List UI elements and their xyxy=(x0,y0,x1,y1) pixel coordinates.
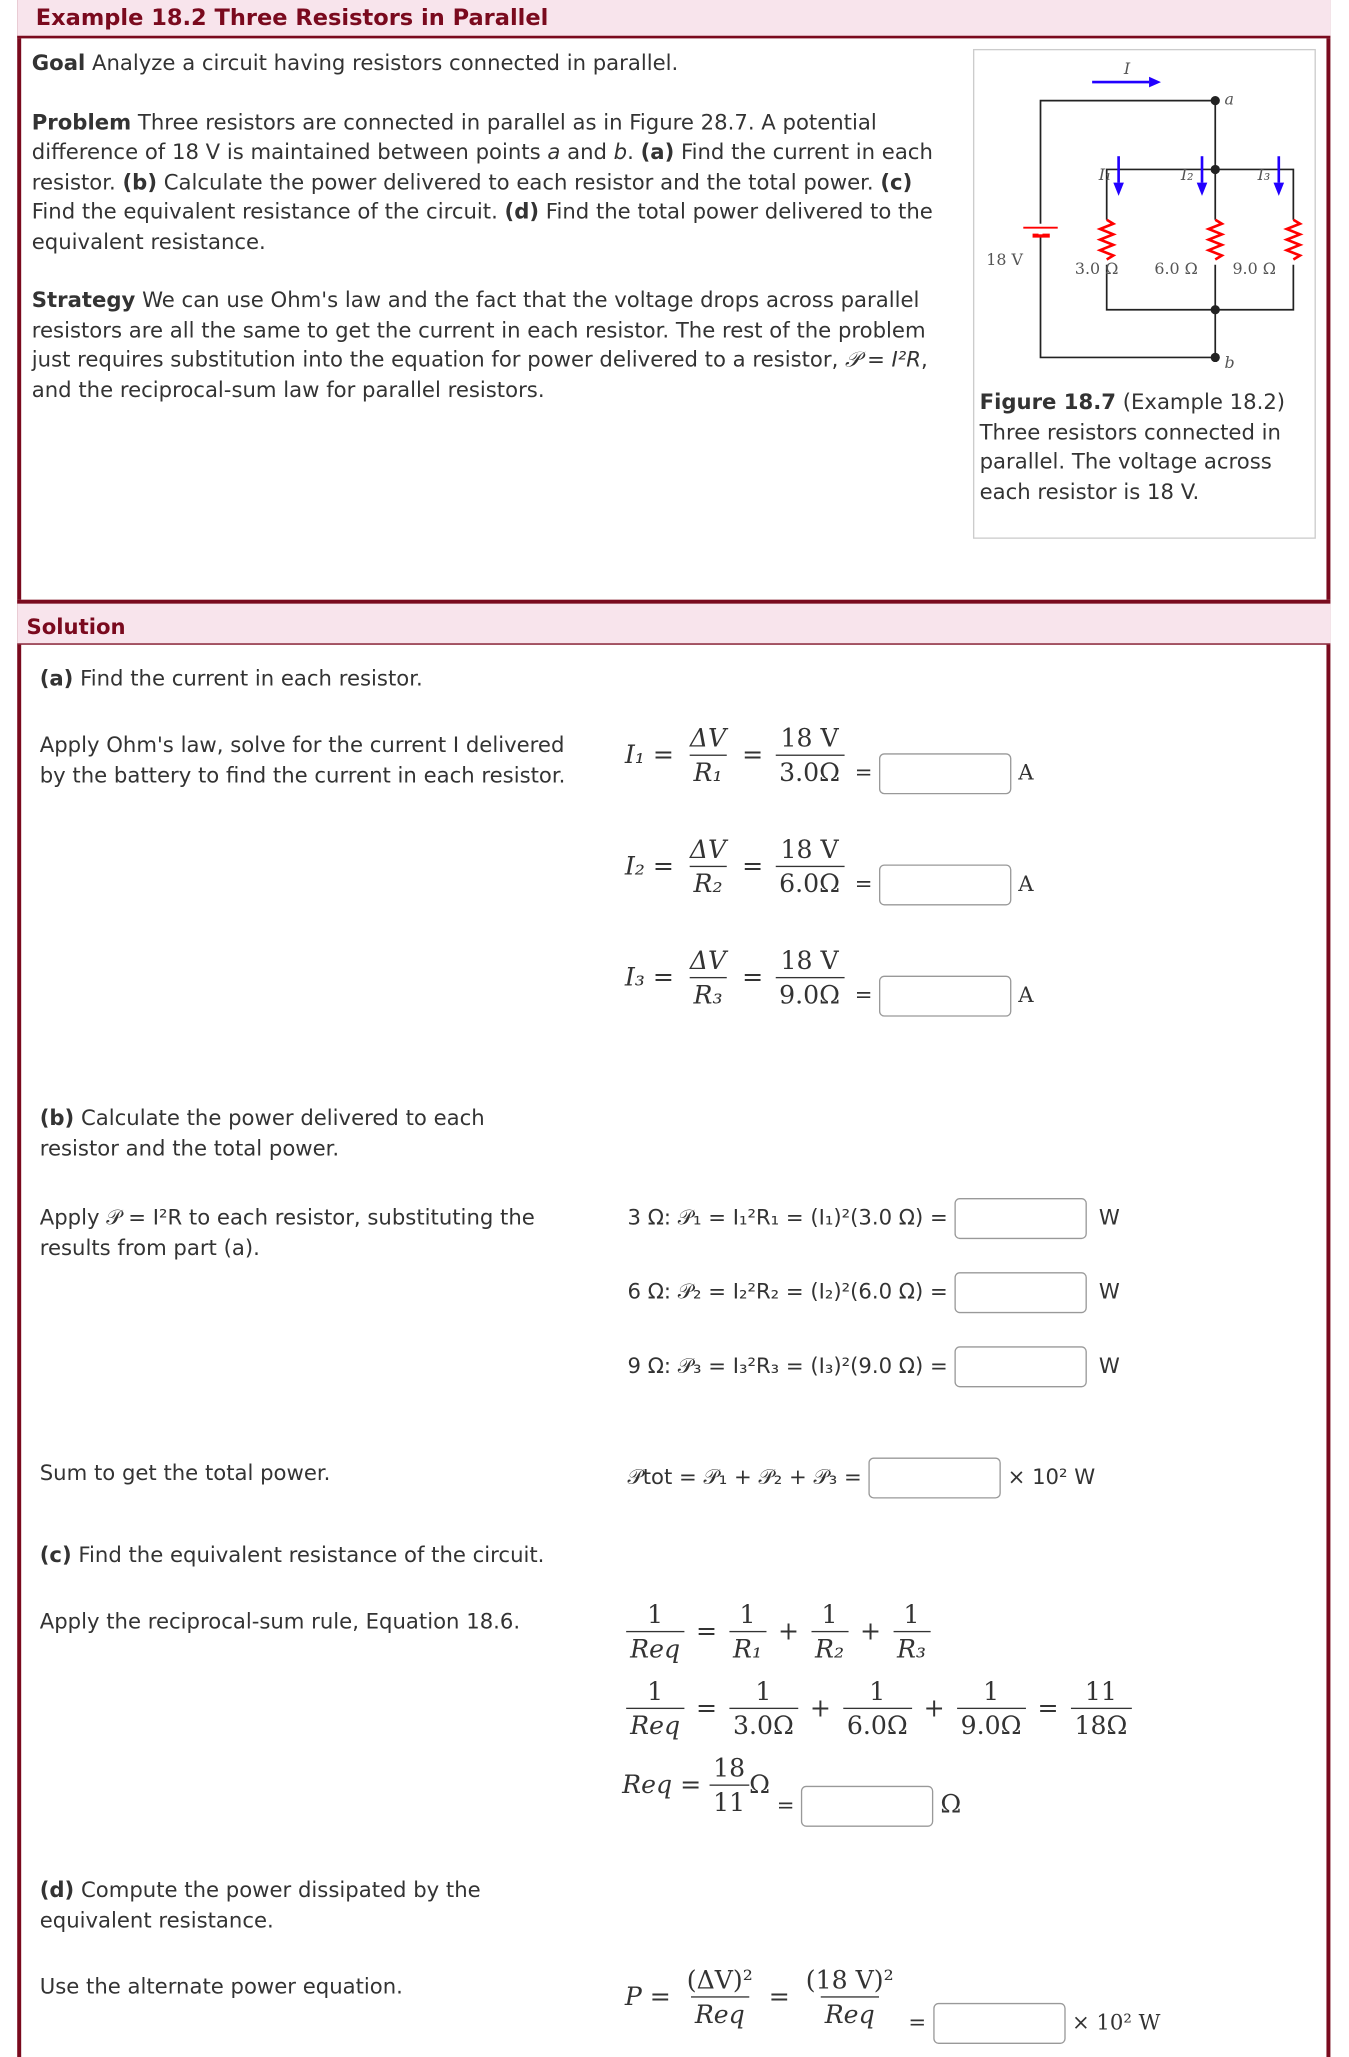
current-3-input[interactable] xyxy=(879,975,1011,1016)
solution-header xyxy=(17,600,1330,645)
frame-left-border xyxy=(17,0,21,2057)
label-R3: 9.0 Ω xyxy=(1232,259,1276,279)
caption-label: Figure 18.7 xyxy=(979,389,1117,415)
label-R2: 6.0 Ω xyxy=(1154,259,1198,279)
numerator: 18 V xyxy=(780,724,839,754)
unit: A xyxy=(1018,870,1034,896)
figure-18-7 xyxy=(973,49,1316,539)
goal-paragraph xyxy=(32,49,959,79)
part-b-heading xyxy=(40,1104,570,1164)
part-a-text: Find the current in each resistor. xyxy=(31,138,933,194)
part-a-text: Find the current in each resistor. xyxy=(73,665,423,692)
denominator: R₂ xyxy=(690,866,727,902)
req-input[interactable] xyxy=(801,1785,933,1826)
req-eq: Req = $\frac{18}{11}$ Ω $_{= \Omega}$ xyxy=(622,1753,961,1821)
denominator: 9.0Ω xyxy=(775,977,844,1013)
denominator: 3.0Ω xyxy=(775,755,844,791)
current-eq-1: I₁ = $\frac{\Delta V}{\text{R₁}}$ = $\frac{18 V}{3.0\Omega}$ $_{= A}$ xyxy=(625,723,1034,791)
numerator: 1 xyxy=(739,1600,756,1630)
equation: 𝒫tot = 𝒫₁ + 𝒫₂ + 𝒫₃ = xyxy=(627,1464,862,1490)
sum-instruction: Sum to get the total power. xyxy=(39,1460,331,1486)
reciprocal-eq-2: $\frac{1}{\text{Req}}$ = $\frac{1}{3.0\Omega}$ + $\frac{1}{6.0\Omega}$ + $\frac{1}{9.0\Omega}$ = $\frac{11}{18\Omega}$ xyxy=(622,1676,1135,1744)
part-d-label: (d) xyxy=(504,198,540,224)
total-power-eq xyxy=(627,1458,1095,1499)
power-2-input[interactable] xyxy=(954,1272,1086,1313)
numerator: 18 V xyxy=(780,946,839,976)
numerator: ΔV xyxy=(689,835,727,865)
unit: W xyxy=(1098,1352,1120,1379)
part-c-heading xyxy=(40,1541,545,1571)
numerator: 11 xyxy=(1084,1677,1117,1707)
part-b-text: Calculate the power delivered to each resistor and the total power. xyxy=(157,168,881,194)
part-c-label: (c) xyxy=(880,168,913,194)
problem-paragraph xyxy=(32,108,956,257)
label-b: b xyxy=(1224,353,1235,373)
part-c-text: Find the equivalent resistance of the circuit. xyxy=(71,1542,545,1568)
problem-text: Three resistors are connected in parallel as in Figure 28.7. A potential difference of 18 V is maintained between points xyxy=(31,109,877,165)
numerator: 1 xyxy=(647,1600,664,1630)
strategy-paragraph xyxy=(32,286,956,405)
lhs: Req xyxy=(622,1770,673,1800)
example-header xyxy=(17,0,1330,38)
goal-text: Analyze a circuit having resistors connected in parallel. xyxy=(85,50,679,76)
part-b-instruction: Apply 𝒫 = I²R to each resistor, substituting the results from part (a). xyxy=(39,1204,535,1260)
reciprocal-eq-1: $\frac{1}{\text{Req}}$ = $\frac{1}{\text{R₁}}$ + $\frac{1}{\text{R₂}}$ + $\frac{1}{\text{R₃}}$ xyxy=(622,1599,934,1667)
numerator: 18 xyxy=(713,1754,746,1784)
power-eq-d: P = $\frac{\text{(ΔV)²}}{\text{Req}}$ = $\frac{\text{(18 V)²}}{\text{Req}}$ $_{= \times 10^2 W}$ xyxy=(625,1965,1161,2033)
power-eq-1 xyxy=(627,1198,1119,1239)
part-d-text: Compute the power dissipated by the equivalent resistance. xyxy=(39,1877,481,1933)
numerator: 1 xyxy=(755,1677,772,1707)
current-2-input[interactable] xyxy=(879,864,1011,905)
point-b: b xyxy=(613,138,628,165)
power-d-input[interactable] xyxy=(933,2002,1065,2043)
current-eq-3: I₃ = $\frac{\Delta V}{\text{R₃}}$ = $\frac{18 V}{9.0\Omega}$ $_{= A}$ xyxy=(625,945,1034,1013)
part-d-label: (d) xyxy=(39,1877,75,1903)
equation: 6 Ω: 𝒫₂ = I₂²R₂ = (I₂)²(6.0 Ω) = xyxy=(627,1278,948,1304)
part-a-label: (a) xyxy=(39,665,74,692)
caption-text: (Example 18.2) Three resistors connected in parallel. The voltage across each resistor is 18 V. xyxy=(979,389,1286,504)
unit: W xyxy=(1098,1204,1120,1230)
denominator: 9.0Ω xyxy=(957,1708,1026,1744)
denominator: R₁ xyxy=(690,755,727,791)
label-R1: 3.0 Ω xyxy=(1074,259,1119,279)
part-a-heading xyxy=(40,665,423,695)
part-d-text: Find the total power delivered to the equivalent resistance. xyxy=(31,198,933,254)
unit: × 10² W xyxy=(1007,1464,1096,1490)
part-a-label: (a) xyxy=(640,138,675,165)
ohm-unit: Ω xyxy=(749,1770,771,1800)
denominator: R₃ xyxy=(893,1631,930,1667)
label-voltage: 18 V xyxy=(986,249,1023,269)
denominator: 11 xyxy=(709,1784,749,1820)
strategy-end: , and the reciprocal-sum law for parallel resistors. xyxy=(31,346,928,402)
power-eq-2 xyxy=(627,1272,1119,1313)
current-eq-2: I₂ = $\frac{\Delta V}{\text{R₂}}$ = $\frac{18 V}{6.0\Omega}$ $_{= A}$ xyxy=(625,834,1034,902)
denominator: Req xyxy=(691,1996,749,2032)
unit: A xyxy=(1018,759,1034,785)
outer-loop-wire xyxy=(1041,101,1216,358)
numerator: (ΔV)² xyxy=(686,1965,753,1995)
current-1-input[interactable] xyxy=(879,753,1011,794)
part-b-text: Calculate the power delivered to each resistor and the total power. xyxy=(39,1105,485,1161)
problem-section xyxy=(32,49,959,405)
point-a: a xyxy=(547,138,561,165)
power-eq-3 xyxy=(627,1346,1119,1387)
denominator: Req xyxy=(626,1708,684,1744)
numerator: ΔV xyxy=(689,724,727,754)
circuit-diagram xyxy=(974,50,1314,381)
part-a-instruction: Apply Ohm's law, solve for the current I delivered by the battery to find the current in each resistor. xyxy=(39,732,566,787)
strategy-label: Strategy xyxy=(31,287,136,313)
part-d-heading xyxy=(40,1876,570,1936)
power-1-input[interactable] xyxy=(954,1198,1086,1239)
part-c-label: (c) xyxy=(39,1542,72,1568)
equation: 3 Ω: 𝒫₁ = I₁²R₁ = (I₁)²(3.0 Ω) = xyxy=(627,1204,948,1230)
unit: W xyxy=(1098,1278,1120,1304)
example-title: Example 18.2 Three Resistors in Parallel xyxy=(35,5,549,32)
label-I: I xyxy=(1123,59,1131,79)
numerator: ΔV xyxy=(689,946,727,976)
numerator: 1 xyxy=(903,1600,920,1630)
denominator: R₁ xyxy=(729,1631,766,1667)
frame-right-border xyxy=(1326,0,1330,2057)
denominator: 18Ω xyxy=(1071,1708,1132,1744)
denominator: 6.0Ω xyxy=(775,866,844,902)
unit: A xyxy=(1018,981,1034,1007)
denominator: 6.0Ω xyxy=(843,1708,912,1744)
numerator: 18 V xyxy=(780,835,839,865)
label-I3: I₃ xyxy=(1257,165,1271,185)
label-a: a xyxy=(1224,89,1234,109)
dot: . xyxy=(627,138,641,165)
numerator: 1 xyxy=(821,1600,838,1630)
part-b-label: (b) xyxy=(122,168,158,194)
problem-label: Problem xyxy=(31,109,132,135)
lhs: I₁ xyxy=(624,740,645,770)
lhs: P xyxy=(624,1982,642,2012)
total-power-input[interactable] xyxy=(868,1458,1000,1499)
lhs: I₃ xyxy=(624,963,645,993)
part-b-label: (b) xyxy=(39,1105,75,1131)
label-I1: I₁ xyxy=(1098,165,1112,185)
numerator: (18 V)² xyxy=(805,1965,894,1995)
equation: 9 Ω: 𝒫₃ = I₃²R₃ = (I₃)²(9.0 Ω) = xyxy=(627,1352,948,1379)
strategy-text: We can use Ohm's law and the fact that the voltage drops across parallel resistors are all the same to get the current in each resistor. The rest of the problem just requires substitution into the equation for power delivered to a resistor, xyxy=(31,287,926,372)
power-3-input[interactable] xyxy=(954,1346,1086,1387)
unit: Ω xyxy=(940,1789,962,1819)
figure-caption xyxy=(980,388,1311,507)
part-d-instruction: Use the alternate power equation. xyxy=(39,1973,403,1999)
numerator: 1 xyxy=(983,1677,1000,1707)
unit: × 10² W xyxy=(1071,2008,1161,2035)
power-formula: 𝒫 = I²R xyxy=(845,346,922,372)
and-text: and xyxy=(560,138,614,165)
solution-title: Solution xyxy=(26,614,126,640)
label-I2: I₂ xyxy=(1180,165,1194,185)
denominator: 3.0Ω xyxy=(729,1708,798,1744)
denominator: Req xyxy=(821,1996,879,2032)
numerator: 1 xyxy=(869,1677,886,1707)
part-c-text: Find the equivalent resistance of the circuit. xyxy=(31,198,505,224)
denominator: R₃ xyxy=(690,977,727,1013)
goal-label: Goal xyxy=(31,50,86,76)
denominator: Req xyxy=(626,1631,684,1667)
denominator: R₂ xyxy=(811,1631,848,1667)
lhs: I₂ xyxy=(624,851,645,881)
numerator: 1 xyxy=(647,1677,664,1707)
part-c-instruction: Apply the reciprocal-sum rule, Equation 18.6. xyxy=(39,1608,521,1634)
